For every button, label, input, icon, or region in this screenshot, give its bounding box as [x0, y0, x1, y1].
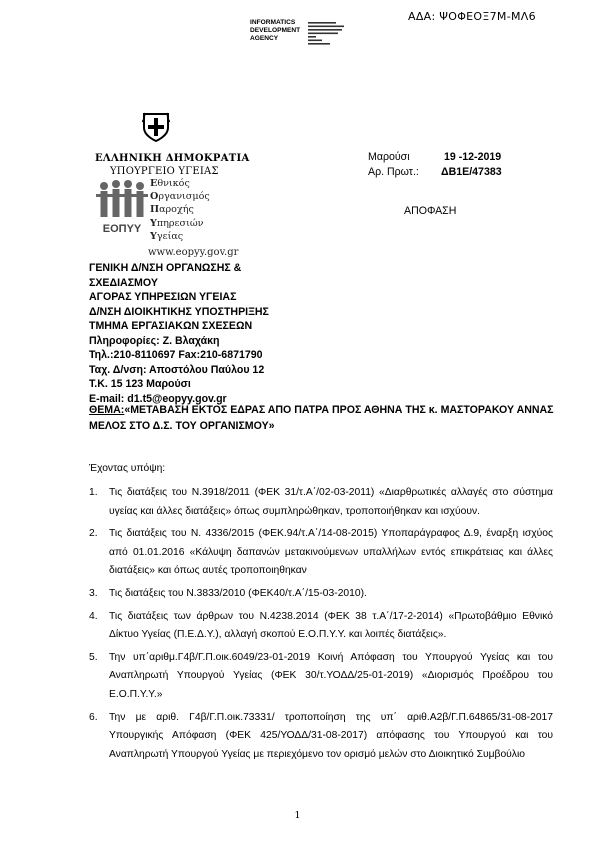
subject-line: [89, 403, 559, 434]
item-number: 1.: [89, 487, 98, 498]
protocol-label: Αρ. Πρωτ.:: [368, 165, 419, 178]
sender-line: Δ/ΝΣΗ ΔΙΟΙΚΗΤΙΚΗΣ ΥΠΟΣΤΗΡΙΞΗΣ: [89, 305, 269, 318]
item-text: Την υπ΄αριθμ.Γ4β/Γ.Π.οικ.6049/23-01-2019 Κοινή Απόφαση του Υπουργού Υγείας και του Αναπληρωτή Υπουργού Υγείας (ΦΕΚ 30/τ.ΥΟΔΔ/25-01-2019) «Διορισμός Προέδρου του Ε.Ο.Π.Υ.Υ.»: [109, 651, 553, 700]
eopyy-people-logo-icon: [96, 178, 148, 220]
list-item: [89, 484, 553, 521]
subject-text: «ΜΕΤΑΒΑΣΗ ΕΚΤΟΣ ΕΔΡΑΣ ΑΠΟ ΠΑΤΡΑ ΠΡΟΣ ΑΘΗΝΑ ΤΗΣ κ. ΜΑΣΤΟΡΑΚΟΥ ΑΝΝΑΣ ΜΕΛΟΣ ΣΤΟ Δ.Σ. ΤΟΥ ΟΡΓΑΝΙΣΜΟΥ»: [89, 404, 554, 432]
list-item: [89, 608, 553, 645]
place-label: Μαρούσι: [368, 151, 410, 163]
item-text: Την με αριθ. Γ4β/Γ.Π.οικ.73331/ τροποποίηση της υπ΄ αριθ.Α2β/Γ.Π.64865/31-08-2017 Υπουργικής Απόφαση (ΦΕΚ 425/ΥΟΔΔ/31-08-2017) απόφασης του Υπουργού και του Αναπληρωτή Υπουργού Υγείας με περιεχόμενο τον ορισμό μελών στο Διοικητικό Συμβούλιο: [109, 711, 553, 760]
logo-fine-print-icon: [308, 21, 380, 45]
item-number: 3.: [89, 587, 98, 599]
document-type: ΑΠΟΦΑΣΗ: [404, 205, 457, 217]
item-number: 6.: [89, 711, 98, 723]
list-item: [89, 585, 553, 604]
list-item: [89, 709, 553, 765]
subject-label: ΘΕΜΑ:: [89, 404, 125, 416]
eopyy-word: Παροχής: [150, 204, 194, 216]
website-link[interactable]: www.eopyy.gov.gr: [148, 247, 239, 258]
eopyy-word: Υγείας: [150, 230, 184, 242]
considerations-list: [89, 484, 553, 768]
sender-block: [89, 261, 269, 406]
document-date: 19 -12-2019: [444, 151, 502, 163]
item-number: 4.: [89, 610, 98, 622]
sender-line: Τηλ.:210-8110697 Fax:210-6871790: [89, 349, 263, 361]
document-meta: [368, 150, 502, 179]
greek-emblem-icon: [142, 112, 170, 142]
protocol-number: ΔΒ1Ε/47383: [441, 165, 502, 178]
intro-text: Έχοντας υπόψη:: [89, 463, 166, 474]
eopyy-full-name: [150, 177, 210, 243]
sender-line: Ταχ. Δ/νση: Αποστόλου Παύλου 12: [89, 363, 265, 376]
sender-line: ΤΜΗΜΑ ΕΡΓΑΣΙΑΚΩΝ ΣΧΕΣΕΩΝ: [89, 320, 253, 332]
item-number: 2.: [89, 528, 98, 540]
logo-line: INFORMATICS: [250, 19, 296, 26]
sender-line: ΣΧΕΔΙΑΣΜΟΥ: [89, 276, 158, 289]
eopyy-word: Εθνικός: [150, 178, 190, 189]
item-text: Τις διατάξεις των άρθρων του Ν.4238.2014 (ΦΕΚ 38 τ.Α΄/17-2-2014) «Πρωτοβάθμιο Εθνικό Δίκτυο Υγείας (Π.Ε.Δ.Υ.), αλλαγή σκοπού Ε.Ο.Π.Υ.Υ. και λοιπές διατάξεις».: [109, 610, 553, 641]
ada-code: ΑΔΑ: ΨΟΦΕΟΞ7Μ-ΜΛ6: [408, 10, 536, 23]
eopyy-word: Οργανισμός: [150, 191, 210, 203]
sender-line: Τ.Κ. 15 123 Μαρούσι: [89, 378, 191, 390]
item-text: Τις διατάξεις του Ν.3833/2010 (ΦΕΚ40/τ.Α΄/15-03-2010).: [109, 587, 367, 599]
page-number: 1: [294, 810, 301, 821]
sender-line: ΓΕΝΙΚΗ Δ/ΝΣΗ ΟΡΓΑΝΩΣΗΣ &: [89, 262, 242, 274]
logo-line: DEVELOPMENT: [250, 27, 301, 34]
sender-line: ΑΓΟΡΑΣ ΥΠΗΡΕΣΙΩΝ ΥΓΕΙΑΣ: [89, 291, 237, 303]
logo-line: AGENCY: [250, 35, 279, 42]
sender-email[interactable]: E-mail: d1.t5@eopyy.gov.gr: [89, 392, 227, 405]
list-item: [89, 649, 553, 705]
item-text: Τις διατάξεις του Ν. 4336/2015 (ΦΕΚ.94/τ.Α΄/14-08-2015) Υποπαράγραφος Δ.9, έναρξη ισχύος από 01.01.2016 «Κάλυψη δαπανών μετακινούμενων υπαλλήλων εντός επικράτειας και άλλες διατάξεις» και όπως αυτές τροποποιηθηκαν: [109, 528, 553, 577]
informatics-agency-logo: [250, 19, 400, 47]
ministry-name: ΥΠΟΥΡΓΕΙΟ ΥΓΕΙΑΣ: [110, 166, 219, 177]
item-text: Τις διατάξεις του Ν.3918/2011 (ΦΕΚ 31/τ.Α΄/02-03-2011) «Διαρθρωτικές αλλαγές στο σύστημα υγείας και άλλες διατάξεις» όπως συμπληρώθηκαν, τροποποιήθηκαν και ισχύουν.: [109, 487, 553, 517]
sender-line: Πληροφορίες: Ζ. Βλαχάκη: [89, 334, 220, 347]
eopyy-word: Υπηρεσιών: [150, 217, 204, 229]
org-name: ΕΛΛΗΝΙΚΗ ΔΗΜΟΚΡΑΤΙΑ: [95, 153, 250, 164]
list-item: [89, 525, 553, 581]
eopyy-acronym: ΕΟΠΥΥ: [102, 223, 142, 235]
item-number: 5.: [89, 651, 98, 663]
